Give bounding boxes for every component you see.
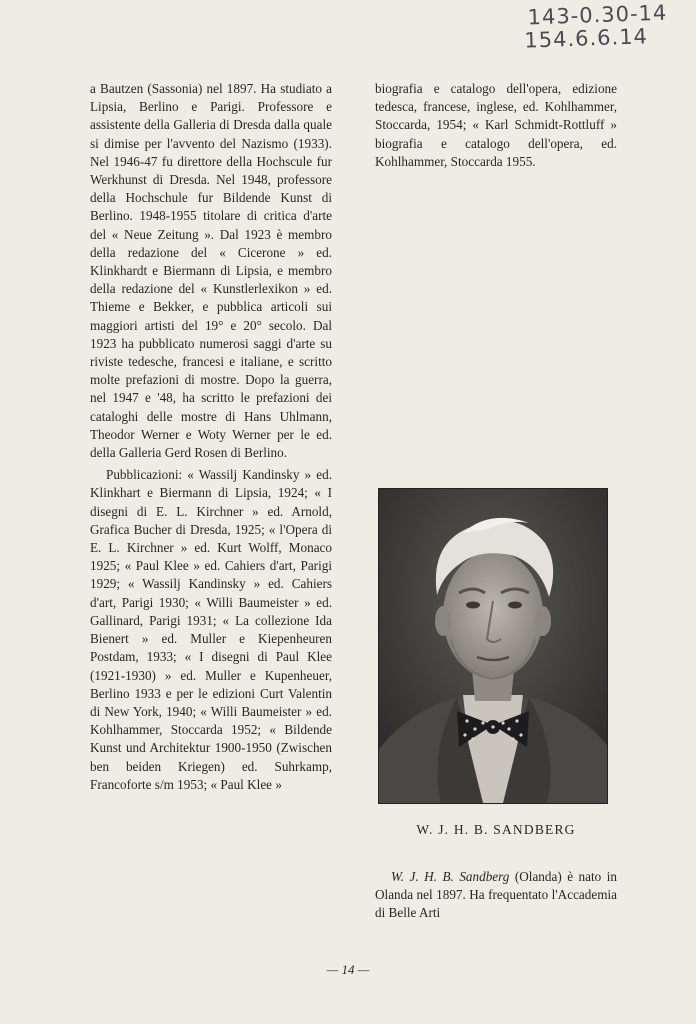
portrait-illustration	[379, 489, 607, 803]
handwritten-note-line-2: 154.6.6.14	[524, 24, 649, 53]
portrait-photo	[378, 488, 608, 804]
sandberg-name: W. J. H. B. Sandberg	[391, 869, 510, 884]
sandberg-biography-text: (Olanda) è nato in Olanda nel 1897. Ha frequentato l'Accademia di Belle Arti	[375, 869, 618, 921]
publications-paragraph: Pubblicazioni: « Wassilj Kandinsky » ed. Klinkhart e Biermann di Lipsia, 1924; « I disegni di E. L. Kirchner » ed. Arnold, Grafica Bucher di Dresda, 1925; « l'Opera di E. L. Kirchner » ed. Kurt Wolff, Monaco 1925; « Paul Klee » ed. Cahiers d'art, Parigi 1929; « Wassilj Kandinsky » ed. Cahiers d'art, Parigi 1930; « Willi Baumeister » ed. Gallinard, Parigi 1931; « La collezione Ida Bienert » ed. Muller e Kiepenheuren Postdam, 1933; « I disegni di Paul Klee (1921-1930) » ed. Muller e Kupenheuer, Berlino 1933 e per le edizioni Curt Valentin di New York, 1940; « Willi Baumeister » ed. Kohlhammer, Stoccarda 1952; « Bildende Kunst und Architektur 1900-1950 (Zwischen ben beiden Kriegen) ed. Suhrkamp, Francoforte s/m 1953; « Paul Klee »	[90, 467, 332, 792]
publications-continuation: biografia e catalogo dell'opera, edizione tedesca, francese, inglese, ed. Kohlhammer, Stoccarda, 1954; « Karl Schmidt-Rottluff » biografia e catalogo dell'opera, ed. Kohlhammer, Stoccarda 1955.	[375, 81, 617, 169]
handwritten-catalog-note	[524, 0, 669, 53]
portrait-caption: W. J. H. B. SANDBERG	[416, 822, 576, 837]
right-text-column	[375, 80, 617, 171]
sandberg-biography	[375, 868, 617, 923]
sandberg-biography-paragraph	[375, 868, 617, 923]
left-text-column	[90, 80, 332, 794]
biography-paragraph: a Bautzen (Sassonia) nel 1897. Ha studiato a Lipsia, Berlino e Parigi. Professore e assistente della Galleria di Dresda dalla quale si dimise per l'avvento del Nazismo (1933). Nel 1946-47 fu direttore della Hochscule fur Werkhunst di Dresda. Nel 1948, professore della Hochschule fur Bildende Kunst di Berlino. 1948-1955 titolare di critica d'arte del « Neue Zeitung ». Dal 1923 è membro della redazione del « Cicerone » ed. Klinkhardt e Biermann di Lipsia, e membro della redazione del « Kunstlerlexikon » ed. Thieme e Bekker, e pubblica articoli sui maggiori artisti del 19° e 20° secolo. Dal 1923 ha pubblicato numerosi saggi d'arte su riviste tedesche, francesi e italiane, e scritto molte prefazioni di mostre. Dopo la guerra, nel 1947 e '48, ha scritto le prefazioni dei cataloghi delle mostre di Hans Uhlmann, Theodor Werner e Woty Werner per le ed. della Galleria Gerd Rosen di Berlino.	[90, 81, 332, 461]
handwritten-note-line-1: 143-0.30-14	[527, 0, 668, 30]
page-number: — 14 —	[326, 962, 370, 977]
